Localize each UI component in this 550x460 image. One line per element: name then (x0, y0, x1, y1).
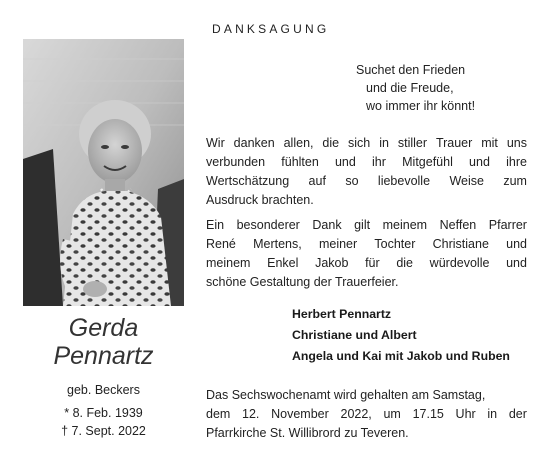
word: mit (481, 136, 498, 150)
text-line (206, 172, 527, 191)
word: ihre (506, 155, 527, 169)
word: sich (348, 136, 371, 150)
text-line (206, 153, 527, 172)
word: Wertschätzung (206, 174, 290, 188)
word: Wir (206, 136, 225, 150)
maiden-name: geb. Beckers (67, 383, 140, 397)
word: gilt (354, 218, 371, 232)
word: in (487, 407, 498, 421)
word: Jakob (315, 256, 349, 270)
word: so (345, 174, 359, 188)
notice-heading: DANKSAGUNG (212, 22, 330, 36)
word: würdevolle (429, 256, 490, 270)
quote-line: Suchet den Frieden (356, 63, 466, 77)
word: besonderer (236, 218, 300, 232)
word: danken (233, 136, 275, 150)
text-line (206, 273, 527, 292)
word: meiner (318, 237, 358, 251)
word: um (383, 407, 401, 421)
word: René (206, 237, 236, 251)
word: meinem (206, 256, 251, 270)
word: Das Sechswochenamt wird gehalten am Samstag, (206, 388, 486, 402)
word: dem (206, 407, 231, 421)
special-thanks-paragraph (206, 216, 527, 292)
text-line (206, 134, 527, 153)
signer: Christiane und Albert (292, 328, 417, 342)
word: und (506, 237, 527, 251)
word: Christiane (432, 237, 489, 251)
word: Enkel (267, 256, 299, 270)
word: verbunden (206, 155, 266, 169)
word: Trauer (435, 136, 473, 150)
word: stiller (397, 136, 428, 150)
word: Ein (206, 218, 225, 232)
word: Ausdruck brachten. (206, 193, 314, 207)
word: Tochter (374, 237, 416, 251)
word: Mertens, (253, 237, 302, 251)
text-line (206, 405, 527, 424)
word: Weise (449, 174, 484, 188)
thanks-paragraph (206, 134, 527, 210)
death-date: † 7. Sept. 2022 (61, 424, 146, 438)
word: und (506, 256, 527, 270)
text-line (206, 216, 527, 235)
word: Dank (312, 218, 342, 232)
birth-date: * 8. Feb. 1939 (64, 406, 143, 420)
word: Uhr (455, 407, 476, 421)
word: schöne Gestaltung der Trauerfeier. (206, 275, 399, 289)
deceased-first-name: Gerda (68, 314, 139, 342)
word: ihr (372, 155, 386, 169)
signer: Angela und Kai mit Jakob und Ruben (292, 349, 510, 363)
word: Neffen (439, 218, 477, 232)
word: meinem (382, 218, 428, 232)
quote (356, 61, 536, 115)
word: auf (308, 174, 326, 188)
signers (292, 304, 510, 367)
word: für (365, 256, 380, 270)
word: allen, (283, 136, 314, 150)
word: die (322, 136, 340, 150)
text-line (206, 424, 527, 443)
quote-line: und die Freude, (366, 81, 454, 95)
quote-line: wo immer ihr könnt! (366, 99, 476, 113)
word: 17.15 (412, 407, 444, 421)
word: uns (506, 136, 527, 150)
text-line (206, 235, 527, 254)
word: und (334, 155, 356, 169)
text-line (206, 191, 527, 210)
signer: Herbert Pennartz (292, 307, 392, 321)
portrait-photo (23, 39, 184, 306)
word: Mitgefühl (402, 155, 453, 169)
word: November (271, 407, 329, 421)
mass-announcement (206, 386, 527, 443)
word: der (508, 407, 527, 421)
deceased-last-name: Pennartz (53, 342, 154, 370)
word: liebevolle (377, 174, 431, 188)
word: zum (503, 174, 527, 188)
text-line (206, 386, 527, 405)
word: Pfarrkirche St. Willibrord zu Teveren. (206, 426, 409, 440)
word: Pfarrer (488, 218, 527, 232)
word: die (396, 256, 414, 270)
word: 2022, (340, 407, 372, 421)
word: in (379, 136, 389, 150)
word: 12. (242, 407, 260, 421)
word: und (469, 155, 490, 169)
text-line (206, 254, 527, 273)
word: fühlten (281, 155, 319, 169)
